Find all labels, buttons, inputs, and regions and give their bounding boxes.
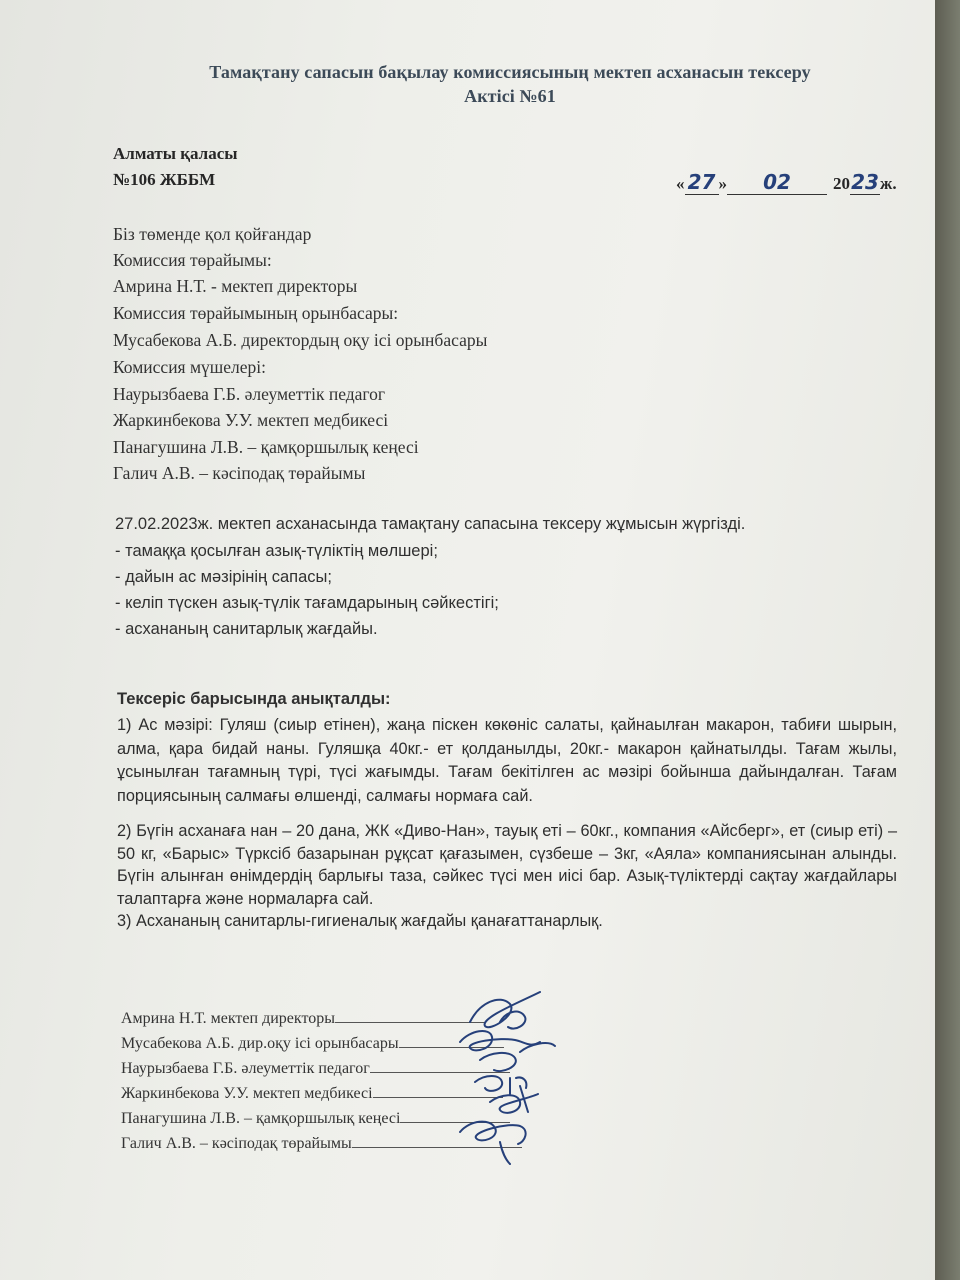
- date-day: 27: [687, 170, 716, 194]
- background-edge: [935, 0, 960, 1280]
- date-year-prefix: 20: [833, 174, 850, 193]
- signatory-name: Мусабекова А.Б. дир.оқу ісі орынбасары: [121, 1035, 399, 1052]
- finding-paragraph: 1) Ас мәзірі: Гуляш (сиыр етінен), жаңа піскен көкөніс салаты, қайнаылған макарон, табиғи шырын, алма, қара бидай наны. Гуляшқа 40кг.- ет қолданылды, 20кг.- макарон қайнатылды. Тағам жылы, ұсынылған тағамның түрі, түсі жағымды. Тағам бекітілген ас мәзірі бойынша дайындалған. Тағам порциясының салмағы өлшенді, салмағы нормаға сай.: [117, 716, 897, 805]
- act-number: Актісі №61: [464, 86, 556, 106]
- date-month: 02: [763, 170, 791, 194]
- intro-line: Комиссия төрайымы:: [113, 250, 272, 270]
- signature-stroke: [470, 992, 540, 1029]
- intro-line: Біз төменде қол қойғандар: [113, 224, 312, 244]
- date-open-quote: «: [676, 174, 685, 193]
- signatory-name: Наурызбаева Г.Б. әлеуметтік педагог: [121, 1060, 370, 1077]
- finding-paragraph: 2) Бүгін асханаға нан – 20 дана, ЖК «Диво-Нан», тауық еті – 60кг., компания «Айсберг», ет (сиыр еті) – 50 кг, «Барыс» Түрксіб базарынан рұқсат қағазымен, сүзбеше – 3кг, «Аяла» компаниясынан алынды. Бүгін алынған өнімдердің барлығы таза, сәйкес түсі мен иісі бар. Азық-түліктерді сақтау жағдайлары талаптарға және нормаларға сай.: [117, 822, 897, 908]
- intro-line: Галич А.В. – кәсіподақ төрайымы: [113, 463, 366, 483]
- document-title: Тамақтану сапасын бақылау комиссиясының мектеп асханасын тексеру: [209, 62, 811, 82]
- city: Алматы қаласы: [113, 144, 238, 163]
- intro-line: Жаркинбекова У.У. мектеп медбикесі: [113, 410, 389, 430]
- intro-line: Комиссия мүшелері:: [113, 357, 267, 377]
- date-month-field: [727, 170, 827, 195]
- signatory-name: Амрина Н.Т. мектеп директоры: [121, 1010, 335, 1027]
- date-year-unit: ж.: [880, 174, 897, 193]
- school-name: №106 ЖББМ: [113, 170, 216, 189]
- inspection-line: - асхананың санитарлық жағдайы.: [115, 620, 378, 638]
- intro-line: Амрина Н.Т. - мектеп директоры: [113, 276, 358, 296]
- finding-paragraph: 3) Асхананың санитарлы-гигиеналық жағдайы қанағаттанарлық.: [117, 912, 603, 930]
- handwritten-signatures: [430, 982, 580, 1172]
- date-close-quote: »: [718, 174, 727, 193]
- inspection-line: - дайын ас мәзірінің сапасы;: [115, 568, 332, 586]
- date-year-field: [850, 170, 880, 195]
- signature-stroke: [460, 1122, 526, 1164]
- inspection-line: 27.02.2023ж. мектеп асханасында тамақтану сапасына тексеру жұмысын жүргізді.: [115, 515, 746, 533]
- intro-line: Панагушина Л.В. – қамқоршылық кеңесі: [113, 437, 419, 457]
- signature-stroke: [475, 1076, 526, 1094]
- intro-line: Наурызбаева Г.Б. әлеуметтік педагог: [113, 384, 386, 404]
- findings-heading: Тексеріс барысында анықталды:: [117, 690, 391, 708]
- signatory-name: Жаркинбекова У.У. мектеп медбикесі: [121, 1085, 373, 1102]
- inspection-line: - тамаққа қосылған азық-түліктің мөлшері;: [115, 542, 438, 560]
- signatory-name: Панагушина Л.В. – қамқоршылық кеңесі: [121, 1110, 401, 1127]
- date-day-field: [685, 170, 719, 195]
- intro-line: Комиссия төрайымының орынбасары:: [113, 303, 399, 323]
- document-date: [676, 170, 897, 195]
- signatory-name: Галич А.В. – кәсіподақ төрайымы: [121, 1135, 352, 1152]
- date-year-suffix: 23: [851, 170, 879, 194]
- inspection-line: - келіп түскен азық-түлік тағамдарының сәйкестігі;: [115, 594, 499, 612]
- intro-line: Мусабекова А.Б. директордың оқу ісі орынбасары: [113, 330, 488, 350]
- signature-stroke: [480, 1043, 555, 1071]
